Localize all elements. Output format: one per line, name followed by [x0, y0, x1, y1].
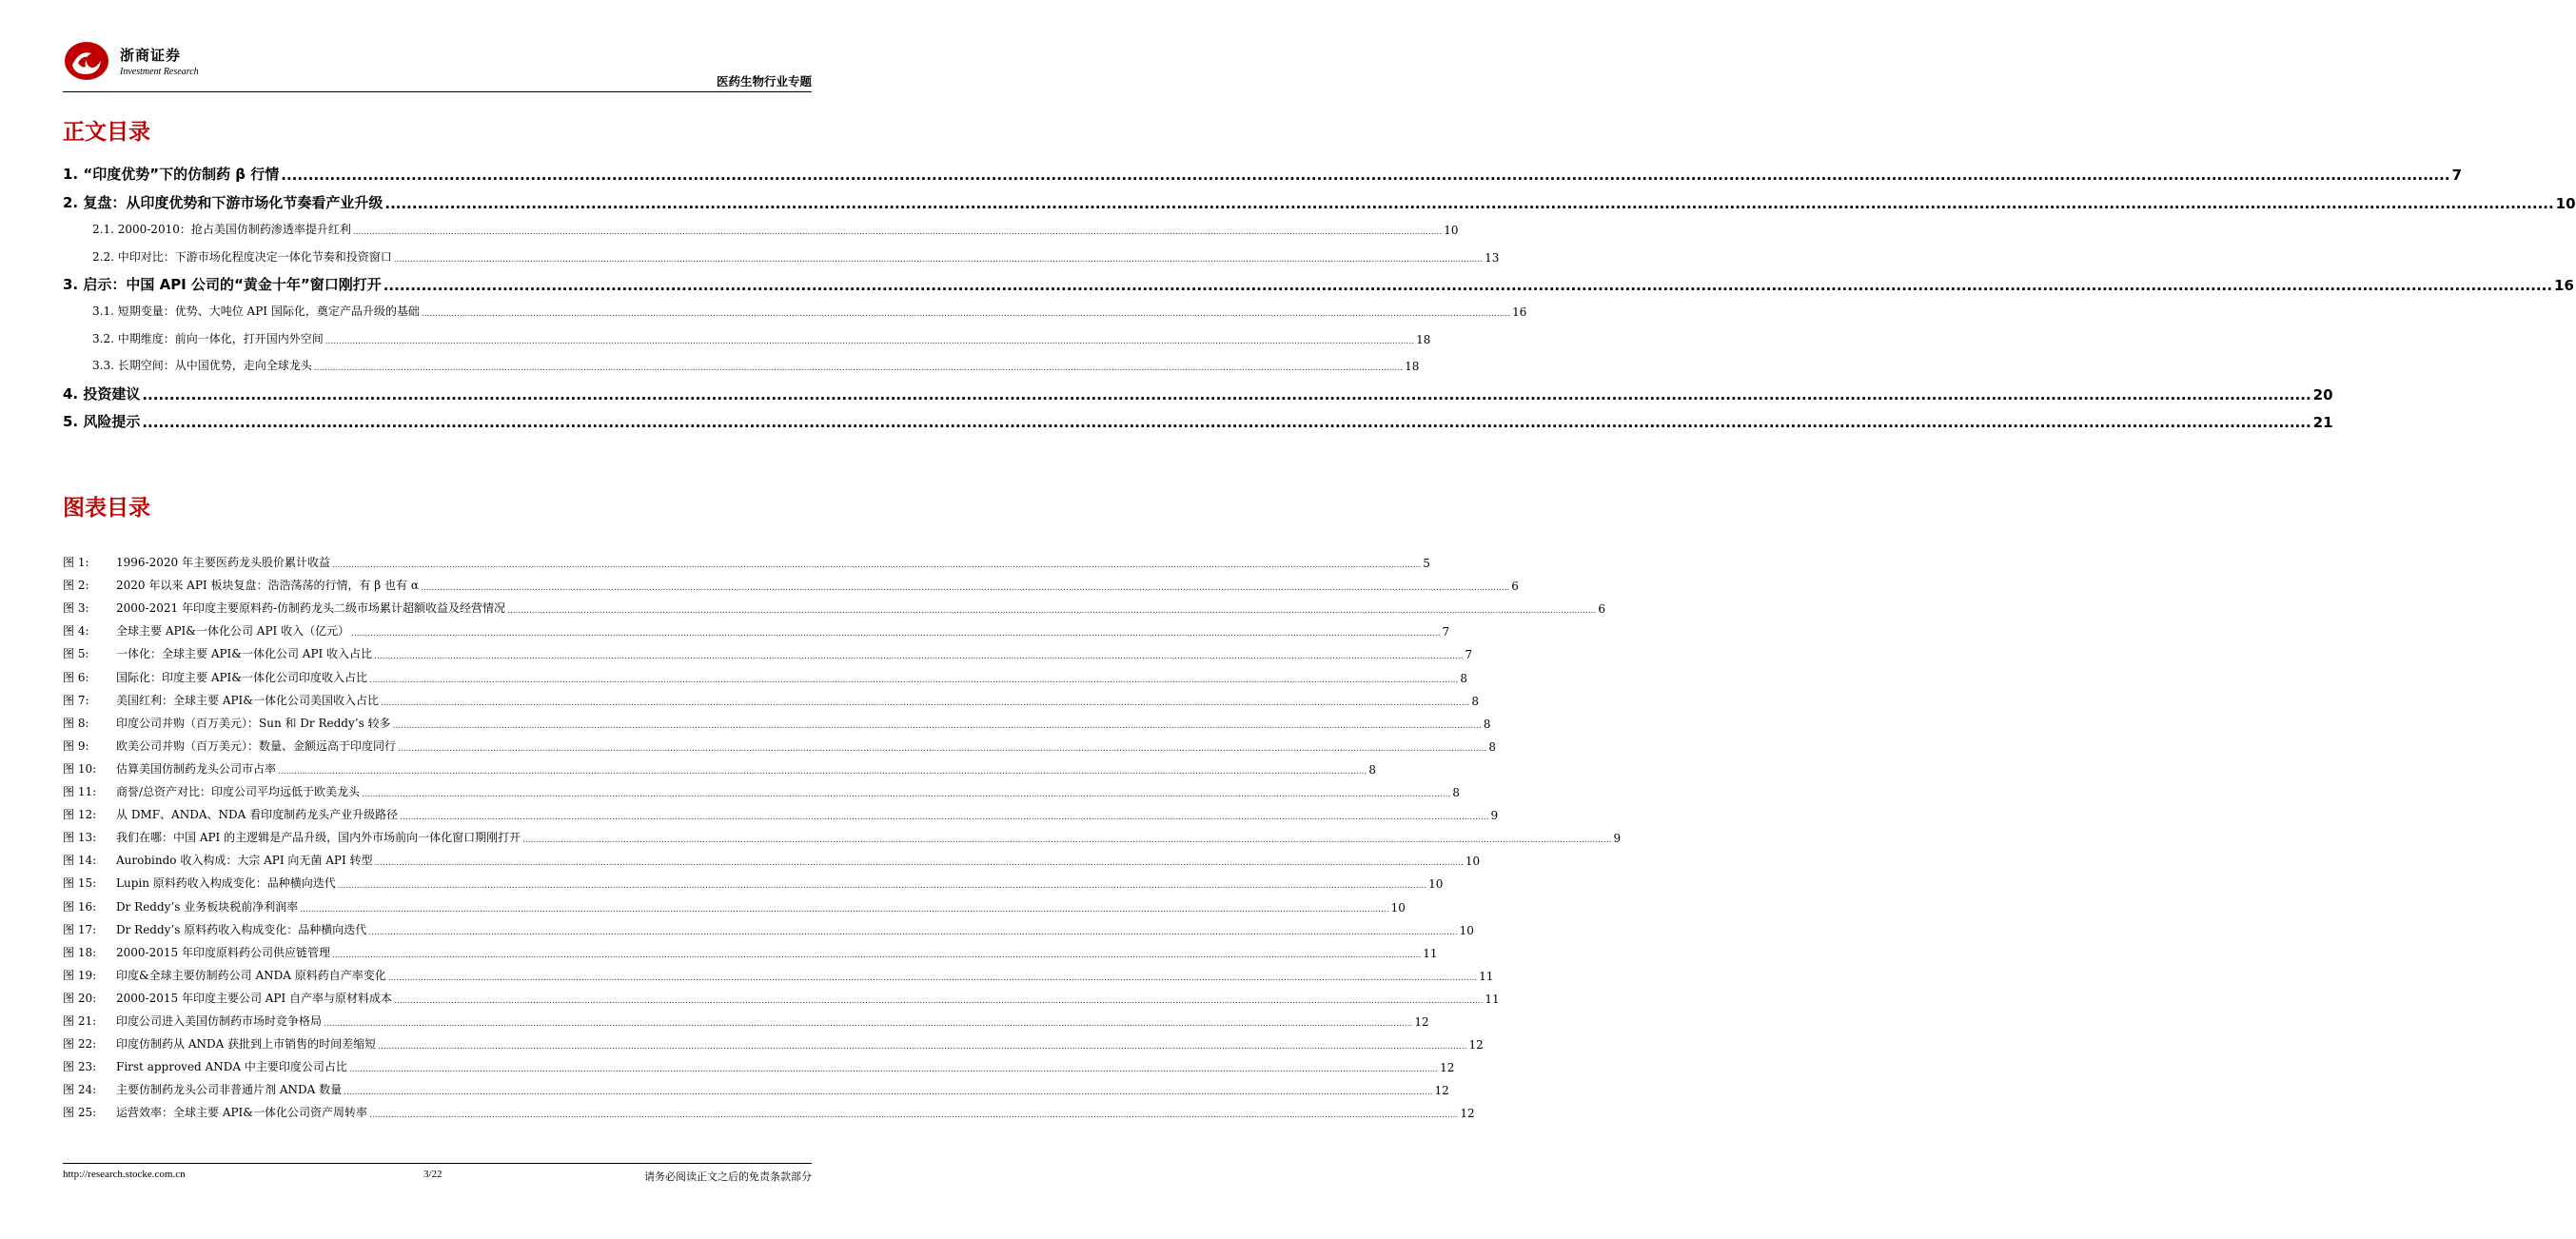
figure-entry-label [63, 1035, 376, 1052]
figure-entry[interactable] [63, 600, 1605, 616]
figure-entry[interactable] [63, 875, 1444, 891]
toc-entry-page: 16 [2554, 277, 2574, 294]
figure-entry-label [63, 944, 330, 960]
figure-entry-page: 11 [1479, 970, 1494, 983]
toc-entry[interactable] [92, 331, 1431, 346]
figure-entry[interactable] [63, 784, 1461, 799]
figure-entry-label [63, 829, 521, 845]
figure-entry-label [63, 715, 391, 731]
figure-leader-dots: ................................................................................................................................................................................................................................................................................................................................................................................................................ [331, 560, 1422, 570]
brand-name-cn: 浙商证券 [120, 47, 182, 64]
figure-entry[interactable] [63, 922, 1474, 937]
figure-entry-page: 10 [1459, 924, 1474, 937]
figures-title: 图表目录 [63, 496, 150, 521]
figure-leader-dots: ................................................................................................................................................................................................................................................................................................................................................................................................................ [374, 858, 1464, 868]
figure-number: 图 22: [63, 1037, 97, 1051]
figure-entry-label [63, 760, 276, 777]
figure-number: 图 23: [63, 1060, 97, 1073]
figure-number: 图 9: [63, 739, 89, 753]
figure-entry[interactable] [63, 555, 1430, 570]
figure-number: 图 3: [63, 601, 89, 615]
figure-entry-page: 8 [1460, 672, 1467, 685]
figure-entry-label [63, 921, 366, 937]
figure-caption: 2000-2021 年印度主要原料药-仿制药龙头二级市场累计超额收益及经营情况 [116, 601, 506, 615]
figure-entry-page: 8 [1488, 740, 1496, 754]
figure-number: 图 25: [63, 1106, 97, 1119]
toc-entry-page: 21 [2312, 414, 2333, 431]
figure-number: 图 24: [63, 1083, 97, 1096]
figure-number: 图 18: [63, 946, 97, 959]
figure-entry-page: 12 [1434, 1084, 1449, 1097]
toc-entry-page: 20 [2312, 386, 2333, 403]
figure-leader-dots: ................................................................................................................................................................................................................................................................................................................................................................................................................ [368, 928, 1458, 937]
figure-entry-label [63, 1081, 342, 1097]
figure-entry[interactable] [63, 945, 1438, 960]
toc-entry-label: 1. “印度优势”下的仿制药 β 行情 [63, 166, 280, 183]
toc-title: 正文目录 [63, 120, 150, 145]
figure-entry-page: 8 [1471, 695, 1479, 708]
figure-number: 图 14: [63, 854, 97, 867]
toc-entry[interactable] [63, 193, 2576, 212]
figure-number: 图 6: [63, 671, 89, 684]
figure-leader-dots: ................................................................................................................................................................................................................................................................................................................................................................................................................ [331, 951, 1422, 960]
figure-number: 图 8: [63, 717, 89, 730]
figure-leader-dots: ................................................................................................................................................................................................................................................................................................................................................................................................................ [392, 721, 1482, 731]
figure-leader-dots: ................................................................................................................................................................................................................................................................................................................................................................................................................ [387, 974, 1478, 983]
figure-leader-dots: ................................................................................................................................................................................................................................................................................................................................................................................................................ [300, 905, 1389, 914]
figure-entry-label [63, 577, 419, 593]
toc-entry[interactable] [63, 275, 2574, 294]
figure-caption: 我们在哪：中国 API 的主逻辑是产品升级，国内外市场前向一体化窗口期刚打开 [116, 831, 521, 844]
figure-entry-label [63, 852, 373, 868]
figure-number: 图 20: [63, 992, 97, 1005]
figure-entry[interactable] [63, 991, 1500, 1006]
figure-number: 图 5: [63, 647, 89, 660]
toc-entry-label: 3.1. 短期变量：优势、大吨位 API 国际化，奠定产品升级的基础 [92, 305, 420, 318]
figure-entry[interactable] [63, 968, 1494, 983]
figure-number: 图 19: [63, 969, 97, 982]
figure-caption: 从 DMF、ANDA、NDA 看印度制药龙头产业升级路径 [116, 808, 399, 821]
figure-entry[interactable] [63, 1036, 1484, 1052]
figure-entry-page: 6 [1598, 602, 1605, 616]
figure-leader-dots: ................................................................................................................................................................................................................................................................................................................................................................................................................ [337, 881, 1427, 891]
toc-leader-dots: ................................................................................................................................................................................................................................................................................................................................................................................................................ [281, 167, 2450, 184]
figure-entry-page: 8 [1483, 718, 1491, 731]
figure-caption: 1996-2020 年主要医药龙头股价累计收益 [116, 556, 330, 569]
figure-leader-dots: ................................................................................................................................................................................................................................................................................................................................................................................................................ [368, 676, 1459, 685]
figure-entry-page: 10 [1428, 877, 1444, 891]
figure-entry[interactable] [63, 670, 1467, 685]
figure-number: 图 11: [63, 785, 97, 798]
figure-leader-dots: ................................................................................................................................................................................................................................................................................................................................................................................................................ [420, 583, 1510, 593]
figure-entry[interactable] [63, 578, 1519, 593]
figure-entry-label [63, 967, 386, 983]
footer-page-number: 3/22 [423, 1169, 442, 1180]
toc-leader-dots: ................................................................................................................................................................................................................................................................................................................................................................................................................ [142, 414, 2311, 431]
figure-entry[interactable] [63, 1013, 1429, 1029]
figure-caption: 运营效率：全球主要 API&一体化公司资产周转率 [116, 1106, 367, 1119]
toc-leader-dots: ................................................................................................................................................................................................................................................................................................................................................................................................................ [352, 227, 1443, 237]
toc-entry[interactable] [92, 304, 1527, 319]
footer-url[interactable]: http://research.stocke.com.cn [63, 1169, 186, 1180]
toc-leader-dots: ................................................................................................................................................................................................................................................................................................................................................................................................................ [383, 277, 2553, 294]
figure-entry[interactable] [63, 1082, 1449, 1097]
figure-entry-page: 10 [1465, 855, 1481, 868]
figure-entry-page: 5 [1423, 557, 1430, 570]
toc-entry-page: 10 [2555, 195, 2576, 212]
figure-number: 图 21: [63, 1014, 97, 1028]
figure-caption: 商誉/总资产对比：印度公司平均远低于欧美龙头 [116, 785, 361, 798]
footer-divider [63, 1163, 812, 1164]
figure-number: 图 16: [63, 900, 97, 914]
figure-leader-dots: ................................................................................................................................................................................................................................................................................................................................................................................................................ [507, 606, 1597, 616]
toc-entry-label: 3.2. 中期维度：前向一体化，打开国内外空间 [92, 332, 324, 345]
figure-entry[interactable] [63, 761, 1376, 777]
figure-leader-dots: ................................................................................................................................................................................................................................................................................................................................................................................................................ [368, 1111, 1459, 1120]
toc-leader-dots: ................................................................................................................................................................................................................................................................................................................................................................................................................ [421, 309, 1511, 319]
figure-entry-label [63, 622, 349, 639]
toc-entry[interactable] [63, 165, 2462, 184]
figure-number: 图 7: [63, 694, 89, 707]
figure-entry-page: 12 [1468, 1038, 1484, 1052]
figure-caption: 印度&全球主要仿制药公司 ANDA 原料药自产率变化 [116, 969, 386, 982]
figure-entry[interactable] [63, 1059, 1455, 1074]
figure-entry[interactable] [63, 693, 1479, 708]
figure-leader-dots: ................................................................................................................................................................................................................................................................................................................................................................................................................ [394, 996, 1484, 1006]
toc-leader-dots: ................................................................................................................................................................................................................................................................................................................................................................................................................ [142, 386, 2311, 403]
figure-entry[interactable] [63, 623, 1450, 639]
figure-entry-page: 7 [1465, 648, 1473, 661]
figure-caption: 国际化：印度主要 API&一体化公司印度收入占比 [116, 671, 367, 684]
figure-entry-label [63, 554, 330, 570]
figure-caption: 一体化：全球主要 API&一体化公司 API 收入占比 [116, 647, 373, 660]
toc-entry-page: 16 [1512, 305, 1527, 319]
figure-entry[interactable] [63, 738, 1496, 754]
figure-entry-label [63, 600, 505, 616]
footer-disclaimer: 请务必阅读正文之后的免责条款部分 [644, 1170, 812, 1183]
figure-entry[interactable] [63, 807, 1499, 822]
toc-entry[interactable] [63, 384, 2333, 403]
figure-entry-label [63, 898, 298, 914]
figure-entry-label [63, 875, 336, 891]
figure-entry-page: 8 [1452, 786, 1461, 799]
figure-caption: First approved ANDA 中主要印度公司占比 [116, 1060, 347, 1073]
figure-entry[interactable] [63, 646, 1473, 661]
toc-leader-dots: ................................................................................................................................................................................................................................................................................................................................................................................................................ [324, 337, 1415, 346]
figure-number: 图 15: [63, 876, 97, 890]
toc-leader-dots: ................................................................................................................................................................................................................................................................................................................................................................................................................ [393, 255, 1484, 265]
figure-caption: Dr Reddy’s 原料药收入构成变化：品种横向迭代 [116, 923, 367, 936]
toc-entry-label: 3.3. 长期空间：从中国优势，走向全球龙头 [92, 359, 312, 372]
toc-entry[interactable] [92, 358, 1420, 373]
figure-caption: 主要仿制药龙头公司非普通片剂 ANDA 数量 [116, 1083, 343, 1096]
figure-number: 图 2: [63, 579, 89, 592]
figure-entry-page: 12 [1460, 1107, 1475, 1120]
figure-leader-dots: ................................................................................................................................................................................................................................................................................................................................................................................................................ [344, 1088, 1433, 1097]
figure-entry-page: 10 [1390, 901, 1406, 914]
toc-entry-label: 3. 启示：中国 API 公司的“黄金十年”窗口刚打开 [63, 276, 382, 293]
figure-number: 图 1: [63, 556, 89, 569]
toc-entry-label: 2. 复盘：从印度优势和下游市场化节奏看产业升级 [63, 194, 383, 211]
toc-entry[interactable] [63, 412, 2333, 431]
figure-leader-dots: ................................................................................................................................................................................................................................................................................................................................................................................................................ [378, 1042, 1467, 1052]
toc-entry[interactable] [92, 222, 1459, 237]
report-type: 医药生物行业专题 [716, 74, 812, 88]
toc-entry-label: 5. 风险提示 [63, 413, 141, 430]
toc-entry-page: 10 [1444, 224, 1459, 237]
figure-entry[interactable] [63, 830, 1622, 845]
toc-entry[interactable] [92, 249, 1500, 265]
figure-entry-page: 11 [1485, 993, 1500, 1006]
figure-caption: 欧美公司并购（百万美元）：数量、金额远高于印度同行 [116, 739, 397, 753]
figure-entry[interactable] [63, 716, 1491, 731]
figure-number: 图 17: [63, 923, 97, 936]
figure-entry[interactable] [63, 853, 1481, 868]
toc-leader-dots: ................................................................................................................................................................................................................................................................................................................................................................................................................ [384, 195, 2554, 212]
figure-leader-dots: ................................................................................................................................................................................................................................................................................................................................................................................................................ [522, 836, 1612, 845]
figure-entry-page: 12 [1414, 1015, 1429, 1029]
figure-leader-dots: ................................................................................................................................................................................................................................................................................................................................................................................................................ [374, 652, 1464, 661]
figure-entry-page: 12 [1440, 1061, 1455, 1074]
toc-entry-label: 2.1. 2000-2010：抢占美国仿制药渗透率提升红利 [92, 223, 351, 236]
figure-entry[interactable] [63, 1105, 1475, 1120]
figure-leader-dots: ................................................................................................................................................................................................................................................................................................................................................................................................................ [380, 698, 1470, 708]
figure-caption: 估算美国仿制药龙头公司市占率 [116, 762, 277, 776]
figure-entry-page: 8 [1368, 763, 1376, 777]
figure-leader-dots: ................................................................................................................................................................................................................................................................................................................................................................................................................ [400, 813, 1489, 822]
figure-leader-dots: ................................................................................................................................................................................................................................................................................................................................................................................................................ [348, 1065, 1439, 1074]
header-divider [63, 91, 812, 92]
figure-entry-page: 11 [1423, 947, 1438, 960]
figure-number: 图 12: [63, 808, 97, 821]
figure-caption: 印度公司并购（百万美元）：Sun 和 Dr Reddy’s 较多 [116, 717, 391, 730]
figure-entry-label [63, 783, 360, 799]
zheshang-logo-icon [63, 40, 110, 82]
figure-entry-label [63, 645, 372, 661]
figure-entry-page: 9 [1490, 809, 1499, 822]
figure-caption: 2020 年以来 API 板块复盘：浩浩荡荡的行情，有 β 也有 α [116, 579, 419, 592]
figure-caption: Dr Reddy’s 业务板块税前净利润率 [116, 900, 299, 914]
toc-entry-page: 18 [1416, 333, 1431, 346]
figure-caption: 2000-2015 年印度主要公司 API 自产率与原材料成本 [116, 992, 393, 1005]
toc-entry-label: 2.2. 中印对比：下游市场化程度决定一体化节奏和投资窗口 [92, 250, 392, 264]
figure-entry-label [63, 692, 379, 708]
figure-entry-label [63, 990, 392, 1006]
figure-entry-page: 6 [1511, 580, 1519, 593]
figure-leader-dots: ................................................................................................................................................................................................................................................................................................................................................................................................................ [362, 790, 1451, 799]
figure-caption: 全球主要 API&一体化公司 API 收入（亿元） [116, 624, 350, 638]
brand-name-en: Investment Research [120, 67, 199, 77]
figure-leader-dots: ................................................................................................................................................................................................................................................................................................................................................................................................................ [278, 767, 1367, 777]
figure-entry-label [63, 1058, 347, 1074]
toc-entry-page: 18 [1405, 360, 1420, 373]
figure-caption: 美国红利：全球主要 API&一体化公司美国收入占比 [116, 694, 379, 707]
figure-entry[interactable] [63, 899, 1406, 914]
figure-caption: Aurobindo 收入构成：大宗 API 向无菌 API 转型 [116, 854, 373, 867]
figure-number: 图 13: [63, 831, 97, 844]
figure-caption: 2000-2015 年印度原料药公司供应链管理 [116, 946, 330, 959]
figure-entry-page: 9 [1613, 832, 1622, 845]
figure-number: 图 4: [63, 624, 89, 638]
figure-entry-label [63, 1104, 367, 1120]
figure-number: 图 10: [63, 762, 97, 776]
figure-caption: 印度公司进入美国仿制药市场时竞争格局 [116, 1014, 323, 1028]
figure-entry-label [63, 669, 367, 685]
toc-leader-dots: ................................................................................................................................................................................................................................................................................................................................................................................................................ [313, 364, 1404, 373]
figure-caption: 印度仿制药从 ANDA 获批到上市销售的时间差缩短 [116, 1037, 377, 1051]
figure-leader-dots: ................................................................................................................................................................................................................................................................................................................................................................................................................ [324, 1019, 1413, 1029]
figure-entry-label [63, 1013, 322, 1029]
figure-entry-label [63, 806, 398, 822]
toc-entry-page: 13 [1485, 251, 1500, 265]
toc-entry-page: 7 [2451, 167, 2462, 184]
figure-caption: Lupin 原料药收入构成变化：品种横向迭代 [116, 876, 336, 890]
page-header [63, 38, 812, 93]
figure-entry-label [63, 738, 396, 754]
toc-entry-label: 4. 投资建议 [63, 385, 141, 403]
figure-leader-dots: ................................................................................................................................................................................................................................................................................................................................................................................................................ [351, 629, 1441, 639]
figure-leader-dots: ................................................................................................................................................................................................................................................................................................................................................................................................................ [398, 744, 1487, 754]
figure-entry-page: 7 [1442, 625, 1450, 639]
